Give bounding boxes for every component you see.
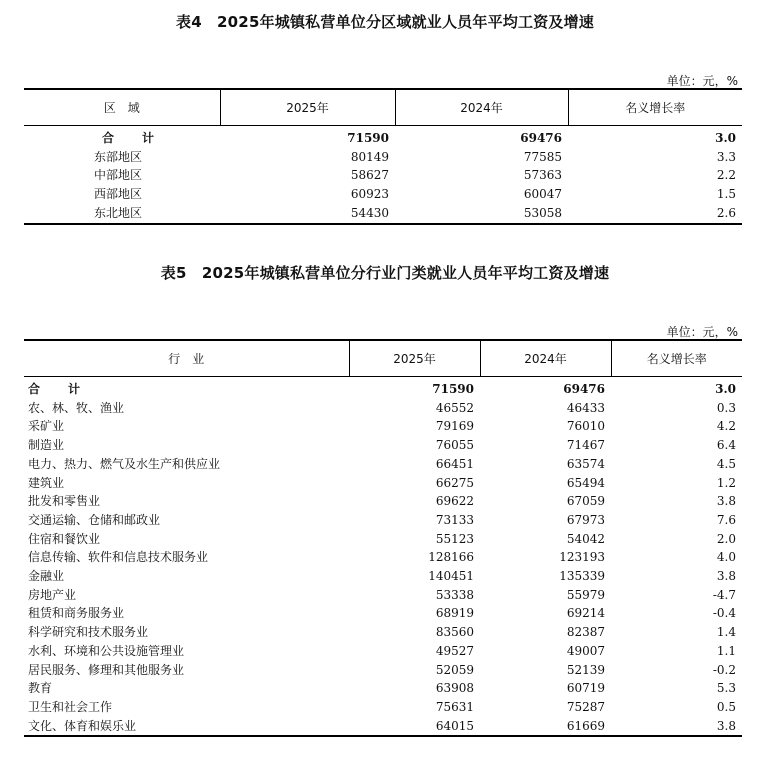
- cell-value-2025: 54430: [350, 205, 389, 220]
- table-row: [24, 492, 742, 511]
- cell-value-2025: 60923: [350, 187, 389, 202]
- cell-name: 批发和零售业: [28, 494, 101, 509]
- cell-growth: 3.3: [716, 149, 736, 164]
- cell-growth: 6.4: [716, 438, 736, 453]
- table5-unit: 单位：元，%: [666, 325, 738, 339]
- table4: [24, 88, 742, 225]
- cell-name: 交通运输、仓储和邮政业: [28, 512, 161, 527]
- cell-growth: 3.8: [716, 718, 736, 733]
- cell-value-2024: 55979: [566, 587, 605, 602]
- cell-name: 制造业: [28, 438, 65, 453]
- cell-name: 农、林、牧、渔业: [28, 400, 125, 415]
- cell-growth: -4.7: [712, 587, 736, 602]
- table-row: [24, 679, 742, 698]
- cell-name: 东北地区: [94, 205, 143, 220]
- cell-value-2024: 52139: [566, 662, 605, 677]
- cell-value-2024: 65494: [566, 475, 605, 490]
- table5-header-row: [24, 340, 742, 377]
- cell-value-2025: 75631: [435, 699, 474, 714]
- cell-value-2024: 61669: [566, 718, 605, 733]
- cell-name: 电力、热力、燃气及水生产和供应业: [28, 456, 221, 471]
- cell-value-2024: 57363: [523, 168, 562, 183]
- table-row: [24, 166, 742, 185]
- table-row: [24, 623, 742, 642]
- table-row: [24, 530, 742, 549]
- cell-value-2025: 53338: [435, 587, 474, 602]
- cell-growth: 2.0: [716, 531, 736, 546]
- cell-growth: 3.8: [716, 494, 736, 509]
- cell-value-2024: 54042: [566, 531, 605, 546]
- table5-title: 表5 2025年城镇私营单位分行业门类就业人员年平均工资及增速: [160, 264, 610, 282]
- cell-value-2024: 76010: [566, 419, 605, 434]
- cell-growth: -0.2: [712, 662, 736, 677]
- cell-value-2025: 49527: [435, 643, 474, 658]
- cell-value-2025: 69622: [435, 494, 474, 509]
- table-row: [24, 399, 742, 418]
- cell-name: 水利、环境和公共设施管理业: [28, 643, 185, 658]
- table4-body: [24, 126, 742, 224]
- cell-value-2024: 77585: [523, 149, 562, 164]
- table5-body: [24, 377, 742, 737]
- cell-growth: 7.6: [716, 512, 736, 527]
- cell-name: 租赁和商务服务业: [28, 606, 125, 621]
- table4-header-region: 区 域: [103, 101, 140, 115]
- cell-value-2025: 66275: [435, 475, 474, 490]
- cell-growth: 4.0: [716, 550, 736, 565]
- cell-value-2025: 71590: [347, 131, 389, 145]
- table-row: [24, 417, 742, 436]
- table5-header-growth: 名义增长率: [611, 340, 742, 377]
- cell-growth: -0.4: [712, 606, 736, 621]
- cell-value-2024: 67059: [566, 494, 605, 509]
- table-row: [24, 148, 742, 167]
- cell-growth: 3.0: [715, 382, 736, 396]
- cell-value-2024: 67973: [566, 512, 605, 527]
- cell-name: 教育: [28, 681, 53, 696]
- cell-name: 房地产业: [28, 587, 77, 602]
- cell-value-2025: 52059: [435, 662, 474, 677]
- cell-growth: 1.4: [716, 625, 736, 640]
- cell-growth: 3.8: [716, 569, 736, 584]
- cell-value-2025: 46552: [435, 400, 474, 415]
- table-row: [24, 586, 742, 605]
- table-row: [24, 185, 742, 204]
- cell-value-2025: 55123: [435, 531, 474, 546]
- cell-name: 东部地区: [94, 149, 143, 164]
- table5-header-2025: 2025年: [349, 340, 480, 377]
- cell-growth: 1.5: [716, 187, 736, 202]
- total-row: [24, 126, 742, 148]
- cell-name: 中部地区: [94, 168, 143, 183]
- table-row: [24, 455, 742, 474]
- cell-value-2024: 82387: [566, 625, 605, 640]
- cell-name: 建筑业: [28, 475, 65, 490]
- cell-growth: 4.2: [716, 419, 736, 434]
- cell-value-2025: 128166: [428, 550, 474, 565]
- cell-name: 采矿业: [28, 419, 65, 434]
- cell-growth: 3.0: [715, 131, 736, 145]
- table-row: [24, 511, 742, 530]
- table5: [24, 339, 742, 737]
- cell-growth: 5.3: [716, 681, 736, 696]
- cell-name: 合 计: [28, 382, 89, 396]
- table4-header-2025: 2025年: [220, 89, 395, 126]
- cell-value-2024: 60719: [566, 681, 605, 696]
- table4-header-2024: 2024年: [395, 89, 568, 126]
- table4-header-growth: 名义增长率: [568, 89, 742, 126]
- cell-name: 信息传输、软件和信息技术服务业: [28, 550, 209, 565]
- table-row: [24, 698, 742, 717]
- cell-value-2025: 73133: [435, 512, 474, 527]
- cell-name: 居民服务、修理和其他服务业: [28, 662, 185, 677]
- table5-header-industry: 行 业: [168, 352, 205, 366]
- cell-value-2024: 49007: [566, 643, 605, 658]
- table-row: [24, 204, 742, 224]
- cell-value-2024: 63574: [566, 456, 605, 471]
- table-row: [24, 717, 742, 737]
- cell-name: 卫生和社会工作: [28, 699, 113, 714]
- table-row: [24, 474, 742, 493]
- cell-name: 合 计: [102, 131, 163, 145]
- table-row: [24, 567, 742, 586]
- cell-name: 西部地区: [94, 187, 143, 202]
- table5-header-2024: 2024年: [480, 340, 611, 377]
- cell-value-2024: 53058: [523, 205, 562, 220]
- cell-value-2025: 76055: [435, 438, 474, 453]
- cell-growth: 2.2: [716, 168, 736, 183]
- cell-value-2024: 60047: [523, 187, 562, 202]
- table-row: [24, 436, 742, 455]
- cell-value-2025: 71590: [432, 382, 474, 396]
- cell-value-2024: 69214: [566, 606, 605, 621]
- cell-growth: 0.3: [716, 400, 736, 415]
- cell-value-2025: 80149: [350, 149, 389, 164]
- cell-value-2025: 79169: [435, 419, 474, 434]
- cell-growth: 1.1: [716, 643, 736, 658]
- cell-value-2025: 63908: [435, 681, 474, 696]
- cell-value-2025: 68919: [435, 606, 474, 621]
- cell-growth: 4.5: [716, 456, 736, 471]
- cell-value-2025: 66451: [435, 456, 474, 471]
- cell-name: 金融业: [28, 569, 65, 584]
- cell-growth: 2.6: [716, 205, 736, 220]
- cell-name: 科学研究和技术服务业: [28, 625, 149, 640]
- table-row: [24, 642, 742, 661]
- cell-value-2024: 75287: [566, 699, 605, 714]
- table4-title: 表4 2025年城镇私营单位分区域就业人员年平均工资及增速: [176, 13, 594, 31]
- cell-value-2024: 71467: [566, 438, 605, 453]
- table-row: [24, 548, 742, 567]
- cell-name: 文化、体育和娱乐业: [28, 718, 137, 733]
- total-row: [24, 377, 742, 399]
- cell-value-2024: 46433: [566, 400, 605, 415]
- cell-value-2024: 135339: [559, 569, 605, 584]
- table4-unit: 单位：元，%: [666, 74, 738, 88]
- cell-value-2024: 69476: [520, 131, 562, 145]
- table4-header-row: [24, 89, 742, 126]
- cell-value-2024: 69476: [563, 382, 605, 396]
- table-row: [24, 604, 742, 623]
- cell-name: 住宿和餐饮业: [28, 531, 101, 546]
- cell-value-2025: 58627: [350, 168, 389, 183]
- cell-growth: 0.5: [716, 699, 736, 714]
- cell-value-2025: 140451: [428, 569, 474, 584]
- table-row: [24, 661, 742, 680]
- cell-value-2024: 123193: [559, 550, 605, 565]
- cell-value-2025: 64015: [435, 718, 474, 733]
- cell-value-2025: 83560: [435, 625, 474, 640]
- cell-growth: 1.2: [716, 475, 736, 490]
